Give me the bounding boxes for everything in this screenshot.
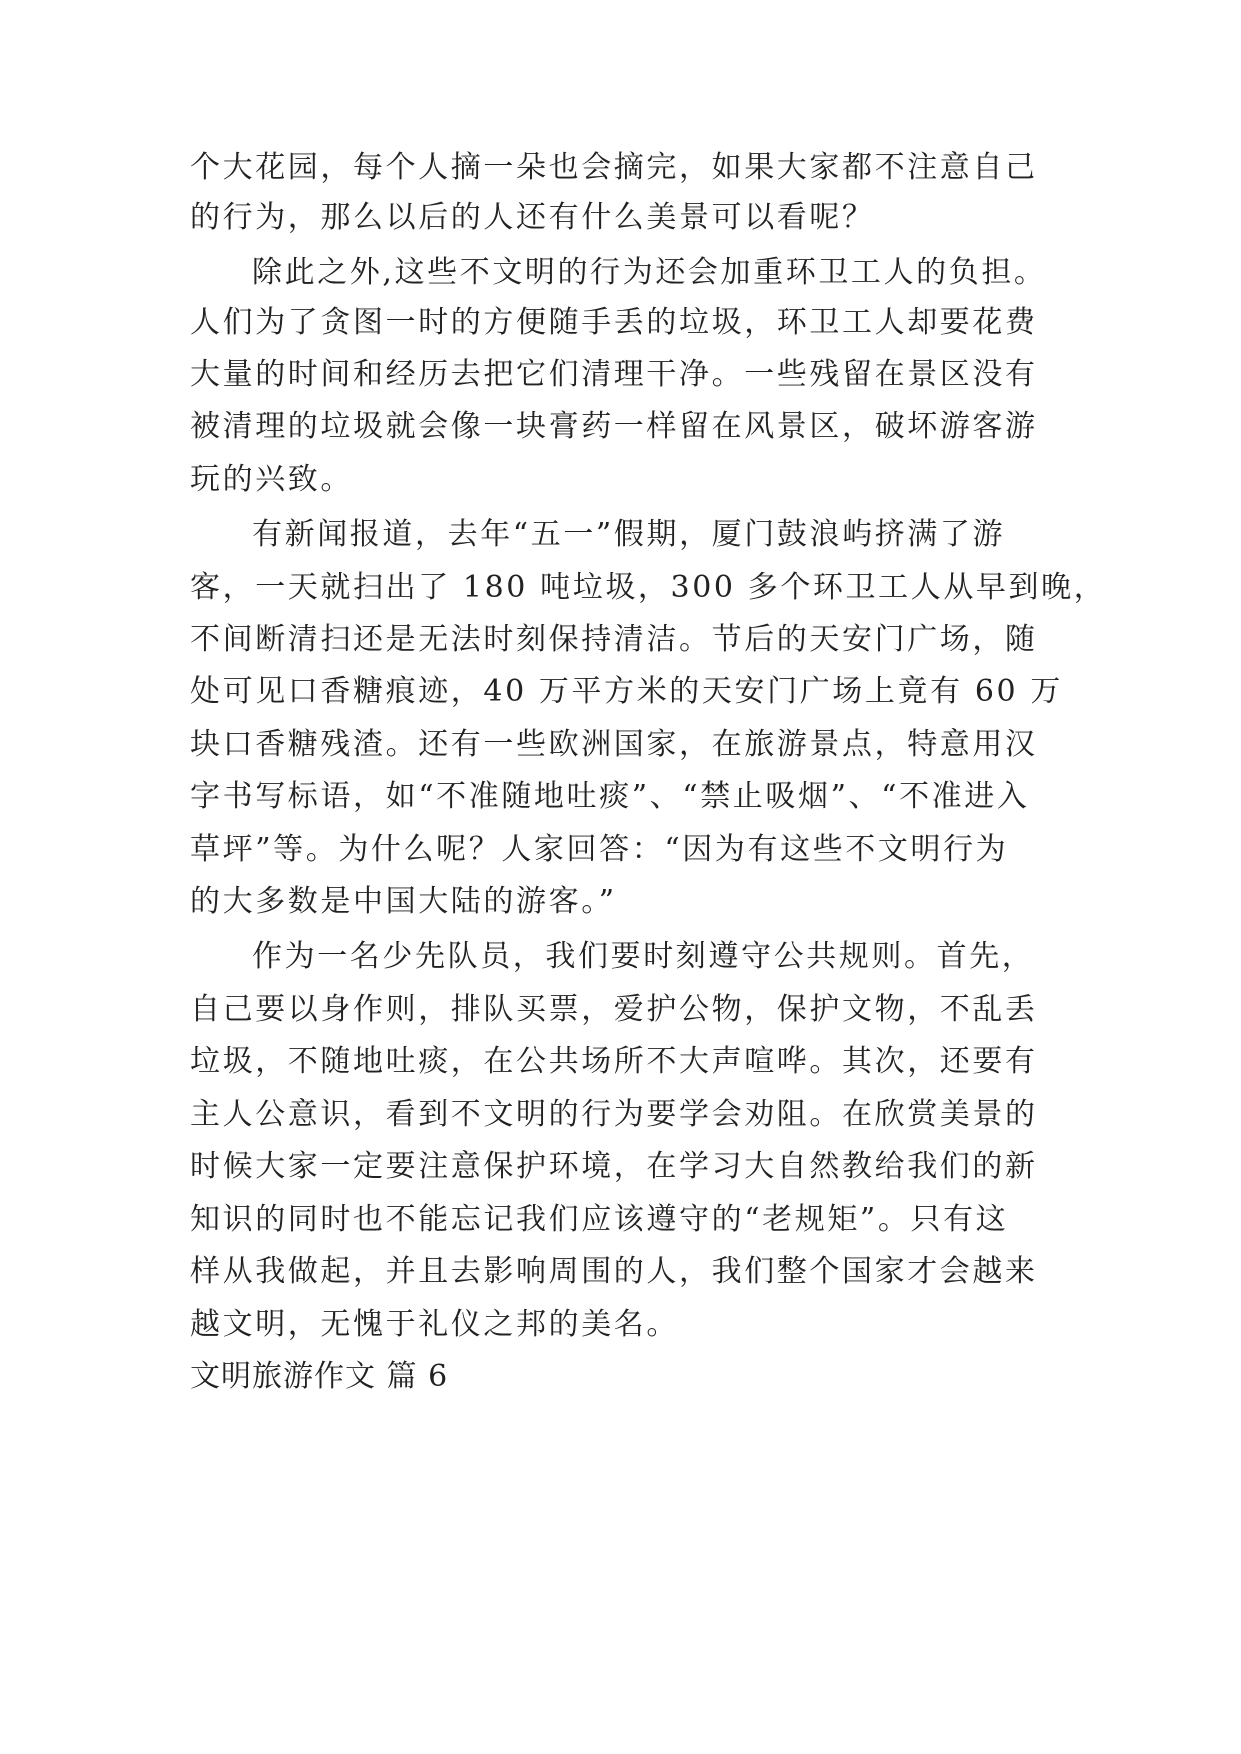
text-line: 的行为，那么以后的人还有什么美景可以看呢？ (190, 200, 875, 235)
text-line: 自己要以身作则，排队买票，爱护公物，保护文物，不乱丢 (190, 992, 1038, 1027)
text-line: 草坪”等。为什么呢？人家回答：“因为有这些不文明行为 (190, 832, 1009, 867)
text-line: 知识的同时也不能忘记我们应该遵守的“老规矩”。只有这 (190, 1202, 1009, 1237)
section-heading: 文明旅游作文 篇 6 (190, 1359, 449, 1394)
text-line: 客，一天就扫出了 180 吨垃圾，300 多个环卫工人从早到晚， (190, 570, 1107, 605)
text-line: 越文明，无愧于礼仪之邦的美名。 (190, 1307, 679, 1342)
paragraph-start-line: 作为一名少先队员，我们要时刻遵守公共规则。首先， (252, 939, 1035, 974)
text-line: 被清理的垃圾就会像一块膏药一样留在风景区，破坏游客游 (190, 409, 1038, 444)
text-line: 块口香糖残渣。还有一些欧洲国家，在旅游景点，特意用汉 (190, 727, 1038, 762)
text-line: 处可见口香糖痕迹，40 万平方米的天安门广场上竟有 60 万 (190, 674, 1063, 709)
text-line: 玩的兴致。 (190, 462, 353, 497)
text-line: 不间断清扫还是无法时刻保持清洁。节后的天安门广场，随 (190, 622, 1038, 657)
text-line: 字书写标语，如“不准随地吐痰”、“禁止吸烟”、“不准进入 (190, 779, 1030, 814)
text-line: 样从我做起，并且去影响周围的人，我们整个国家才会越来 (190, 1254, 1038, 1289)
text-line: 时候大家一定要注意保护环境，在学习大自然教给我们的新 (190, 1149, 1038, 1184)
text-line: 个大花园，每个人摘一朵也会摘完，如果大家都不注意自己 (190, 150, 1038, 185)
text-line: 主人公意识，看到不文明的行为要学会劝阻。在欣赏美景的 (190, 1097, 1038, 1132)
text-line: 大量的时间和经历去把它们清理干净。一些残留在景区没有 (190, 357, 1038, 392)
text-line: 人们为了贪图一时的方便随手丢的垃圾，环卫工人却要花费 (190, 305, 1038, 340)
text-line: 垃圾，不随地吐痰，在公共场所不大声喧哗。其次，还要有 (190, 1044, 1038, 1079)
paragraph-start-line: 有新闻报道，去年“五一”假期，厦门鼓浪屿挤满了游 (252, 517, 1006, 552)
text-line: 的大多数是中国大陆的游客。” (190, 884, 617, 919)
paragraph-start-line: 除此之外,这些不文明的行为还会加重环卫工人的负担。 (252, 255, 1047, 290)
